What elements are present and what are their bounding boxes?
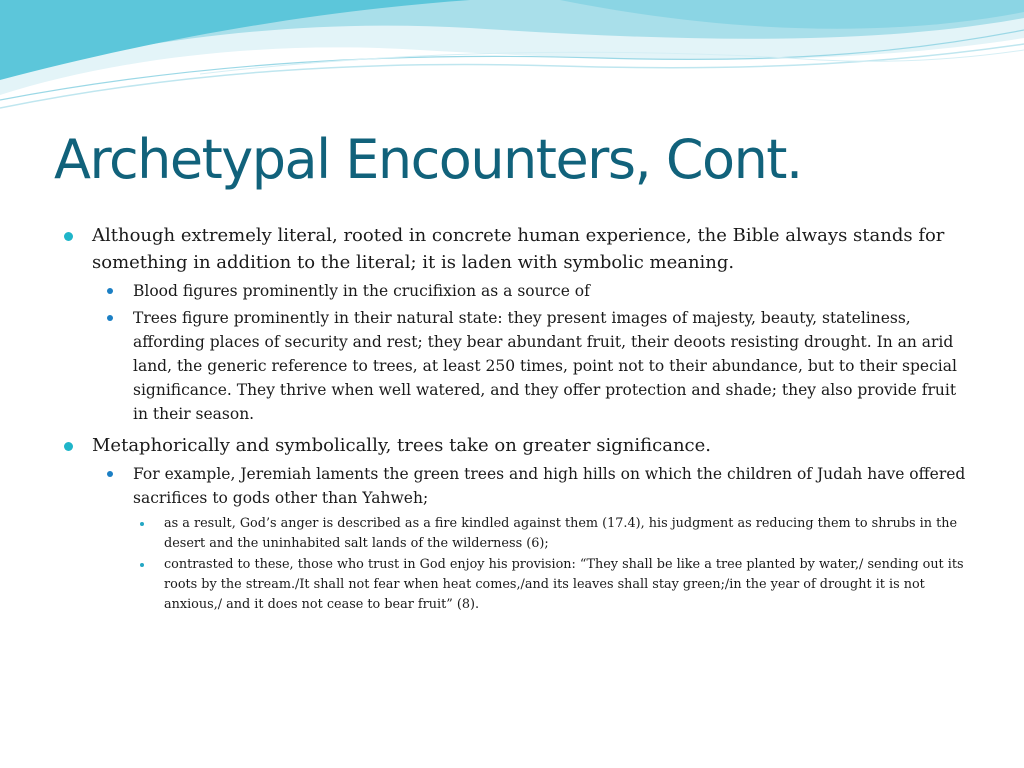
sub-sub-bullet-text: as a result, God’s anger is described as a fire kindled against them (17.4), his judgment as reducing them to shrubs in the desert and the uninhabited salt lands of the wilderness (6); — [164, 516, 958, 551]
bullet-text: Metaphorically and symbolically, trees take on greater significance. — [92, 435, 711, 456]
bullet-item — [62, 432, 972, 459]
slide-title: Archetypal Encounters, Cont. — [54, 128, 802, 191]
bullet-dot-icon — [107, 288, 113, 294]
bullet-dot-icon — [140, 522, 144, 526]
sub-bullet-text: For example, Jeremiah laments the green trees and high hills on which the children of Judah have offered sacrifices to gods other than Yahweh; — [133, 465, 966, 507]
bullet-dot-icon — [64, 232, 73, 241]
sub-sub-bullet-text: contrasted to these, those who trust in God enjoy his provision: “They shall be like a tree planted by water,/ sending out its roots by the stream./It shall not fear when heat comes,/and its leaves shall stay green;/in the year of drought it is not anxious,/ and it does not cease to bear fruit” (8). — [164, 557, 964, 612]
bullet-item — [62, 222, 972, 276]
slide-body — [62, 222, 972, 615]
sub-bullet-text: Blood figures prominently in the crucifixion as a source of — [133, 282, 590, 300]
header-wave-decoration — [0, 0, 1024, 120]
sub-sub-bullet-item — [62, 555, 972, 615]
sub-bullet-item — [62, 462, 972, 510]
bullet-text: Although extremely literal, rooted in concrete human experience, the Bible always stands for something in addition to the literal; it is laden with symbolic meaning. — [92, 225, 945, 273]
bullet-dot-icon — [140, 563, 144, 567]
bullet-dot-icon — [107, 315, 113, 321]
sub-bullet-item — [62, 279, 972, 303]
bullet-dot-icon — [64, 442, 73, 451]
sub-bullet-item — [62, 306, 972, 426]
sub-bullet-text: Trees figure prominently in their natural state: they present images of majesty, beauty, stateliness, affording places of security and rest; they bear abundant fruit, their deoots resisting drought. In an arid land, the generic reference to trees, at least 250 times, point not to their abundance, but to their special significance. They thrive when well watered, and they offer protection and shade; they also provide fruit in their season. — [133, 309, 957, 423]
sub-sub-bullet-item — [62, 514, 972, 554]
bullet-dot-icon — [107, 471, 113, 477]
